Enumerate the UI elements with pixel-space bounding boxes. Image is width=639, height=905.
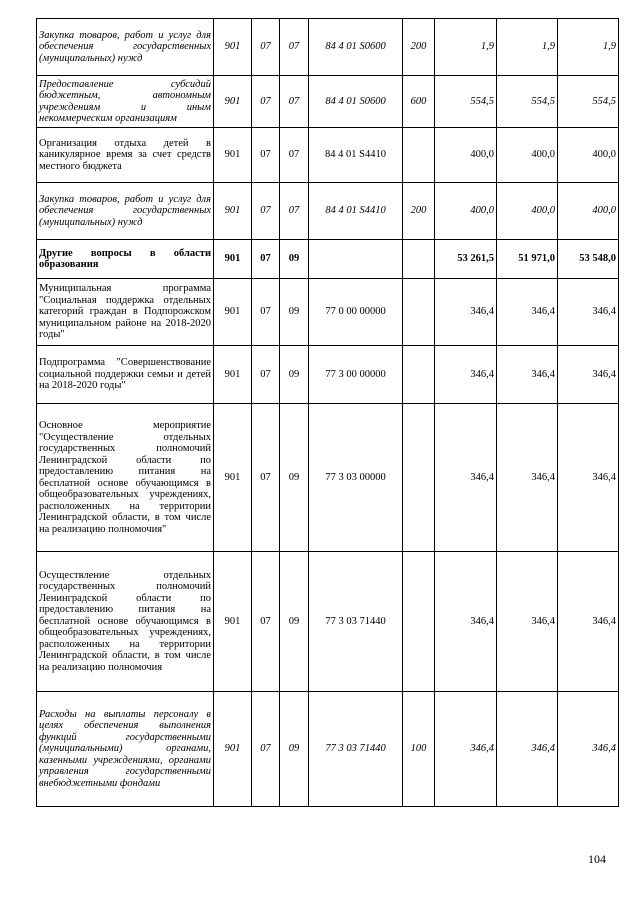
row-name: Закупка товаров, работ и услуг для обеспечения государственных (муниципальных) нужд — [37, 19, 214, 76]
row-vr — [403, 346, 435, 404]
row-pr: 09 — [280, 692, 309, 807]
row-year3: 346,4 — [558, 279, 619, 346]
row-rz: 07 — [252, 128, 280, 183]
row-rz: 07 — [252, 240, 280, 279]
row-csr: 77 0 00 00000 — [309, 279, 403, 346]
table-row — [37, 128, 619, 183]
table-row — [37, 692, 619, 807]
row-ved: 901 — [214, 279, 252, 346]
row-csr: 84 4 01 S0600 — [309, 19, 403, 76]
row-vr — [403, 404, 435, 552]
row-vr — [403, 240, 435, 279]
row-year1: 554,5 — [435, 76, 497, 128]
row-year1: 346,4 — [435, 552, 497, 692]
row-year1: 400,0 — [435, 183, 497, 240]
row-year3: 346,4 — [558, 404, 619, 552]
page-number: 104 — [588, 852, 606, 866]
table-row — [37, 279, 619, 346]
row-year3: 554,5 — [558, 76, 619, 128]
row-year2: 346,4 — [497, 279, 558, 346]
row-year2: 400,0 — [497, 128, 558, 183]
row-year3: 1,9 — [558, 19, 619, 76]
row-year2: 346,4 — [497, 692, 558, 807]
row-name: Осуществление отдельных государственных полномочий Ленинградской области по предоставлению питания на бесплатной основе обучающимся в общеобразовательных учреждениях, расположенных на территории Ленинградской области, в том числе на реализацию полномочия — [37, 552, 214, 692]
row-year2: 346,4 — [497, 552, 558, 692]
row-csr: 84 4 01 S4410 — [309, 128, 403, 183]
row-name: Расходы на выплаты персоналу в целях обеспечения выполнения функций государственными (муниципальными) органами, казенными учреждениями, органами управления государственными внебюджетными фондами — [37, 692, 214, 807]
row-name: Закупка товаров, работ и услуг для обеспечения государственных (муниципальных) нужд — [37, 183, 214, 240]
row-rz: 07 — [252, 404, 280, 552]
row-csr: 77 3 00 00000 — [309, 346, 403, 404]
row-pr: 09 — [280, 404, 309, 552]
row-year2: 400,0 — [497, 183, 558, 240]
row-name: Организация отдыха детей в каникулярное время за счет средств местного бюджета — [37, 128, 214, 183]
row-vr: 200 — [403, 19, 435, 76]
row-year1: 346,4 — [435, 346, 497, 404]
table-row — [37, 404, 619, 552]
row-ved: 901 — [214, 240, 252, 279]
row-rz: 07 — [252, 76, 280, 128]
row-ved: 901 — [214, 76, 252, 128]
row-ved: 901 — [214, 346, 252, 404]
row-csr: 77 3 03 71440 — [309, 692, 403, 807]
table-row — [37, 183, 619, 240]
row-year1: 400,0 — [435, 128, 497, 183]
row-rz: 07 — [252, 183, 280, 240]
row-year2: 1,9 — [497, 19, 558, 76]
row-csr: 84 4 01 S4410 — [309, 183, 403, 240]
row-vr: 100 — [403, 692, 435, 807]
row-name: Подпрограмма "Совершенствование социальной поддержки семьи и детей на 2018-2020 годы" — [37, 346, 214, 404]
row-name: Другие вопросы в области образования — [37, 240, 214, 279]
table-row — [37, 552, 619, 692]
budget-table — [36, 18, 619, 807]
row-ved: 901 — [214, 19, 252, 76]
row-pr: 07 — [280, 76, 309, 128]
row-year2: 346,4 — [497, 404, 558, 552]
table-row — [37, 19, 619, 76]
row-pr: 09 — [280, 279, 309, 346]
row-csr: 84 4 01 S0600 — [309, 76, 403, 128]
row-year1: 346,4 — [435, 692, 497, 807]
row-csr: 77 3 03 71440 — [309, 552, 403, 692]
row-pr: 07 — [280, 128, 309, 183]
row-ved: 901 — [214, 692, 252, 807]
row-rz: 07 — [252, 346, 280, 404]
row-name: Муниципальная программа "Социальная поддержка отдельных категорий граждан в Подпорожском муниципальном районе на 2018-2020 годы" — [37, 279, 214, 346]
row-rz: 07 — [252, 692, 280, 807]
row-year3: 53 548,0 — [558, 240, 619, 279]
row-vr — [403, 279, 435, 346]
row-year3: 346,4 — [558, 346, 619, 404]
row-pr: 09 — [280, 240, 309, 279]
table-row — [37, 346, 619, 404]
table-row — [37, 76, 619, 128]
row-year3: 400,0 — [558, 183, 619, 240]
row-ved: 901 — [214, 552, 252, 692]
row-vr — [403, 552, 435, 692]
row-pr: 09 — [280, 346, 309, 404]
row-year2: 554,5 — [497, 76, 558, 128]
row-year3: 346,4 — [558, 552, 619, 692]
row-year1: 53 261,5 — [435, 240, 497, 279]
row-pr: 07 — [280, 19, 309, 76]
row-name: Основное мероприятие "Осуществление отдельных государственных полномочий Ленинградской области по предоставлению питания на бесплатной основе обучающимся в общеобразовательных учреждениях, расположенных на территории Ленинградской области, в том числе на реализацию полномочия" — [37, 404, 214, 552]
row-vr: 600 — [403, 76, 435, 128]
row-vr: 200 — [403, 183, 435, 240]
row-rz: 07 — [252, 279, 280, 346]
row-year1: 1,9 — [435, 19, 497, 76]
table-row — [37, 240, 619, 279]
row-pr: 07 — [280, 183, 309, 240]
row-name: Предоставление субсидий бюджетным, автономным учреждениям и иным некоммерческим организациям — [37, 76, 214, 128]
row-vr — [403, 128, 435, 183]
row-ved: 901 — [214, 128, 252, 183]
row-year2: 51 971,0 — [497, 240, 558, 279]
row-ved: 901 — [214, 183, 252, 240]
row-csr — [309, 240, 403, 279]
row-year1: 346,4 — [435, 404, 497, 552]
row-year1: 346,4 — [435, 279, 497, 346]
row-rz: 07 — [252, 19, 280, 76]
row-ved: 901 — [214, 404, 252, 552]
row-year3: 400,0 — [558, 128, 619, 183]
row-rz: 07 — [252, 552, 280, 692]
row-csr: 77 3 03 00000 — [309, 404, 403, 552]
row-pr: 09 — [280, 552, 309, 692]
row-year2: 346,4 — [497, 346, 558, 404]
row-year3: 346,4 — [558, 692, 619, 807]
